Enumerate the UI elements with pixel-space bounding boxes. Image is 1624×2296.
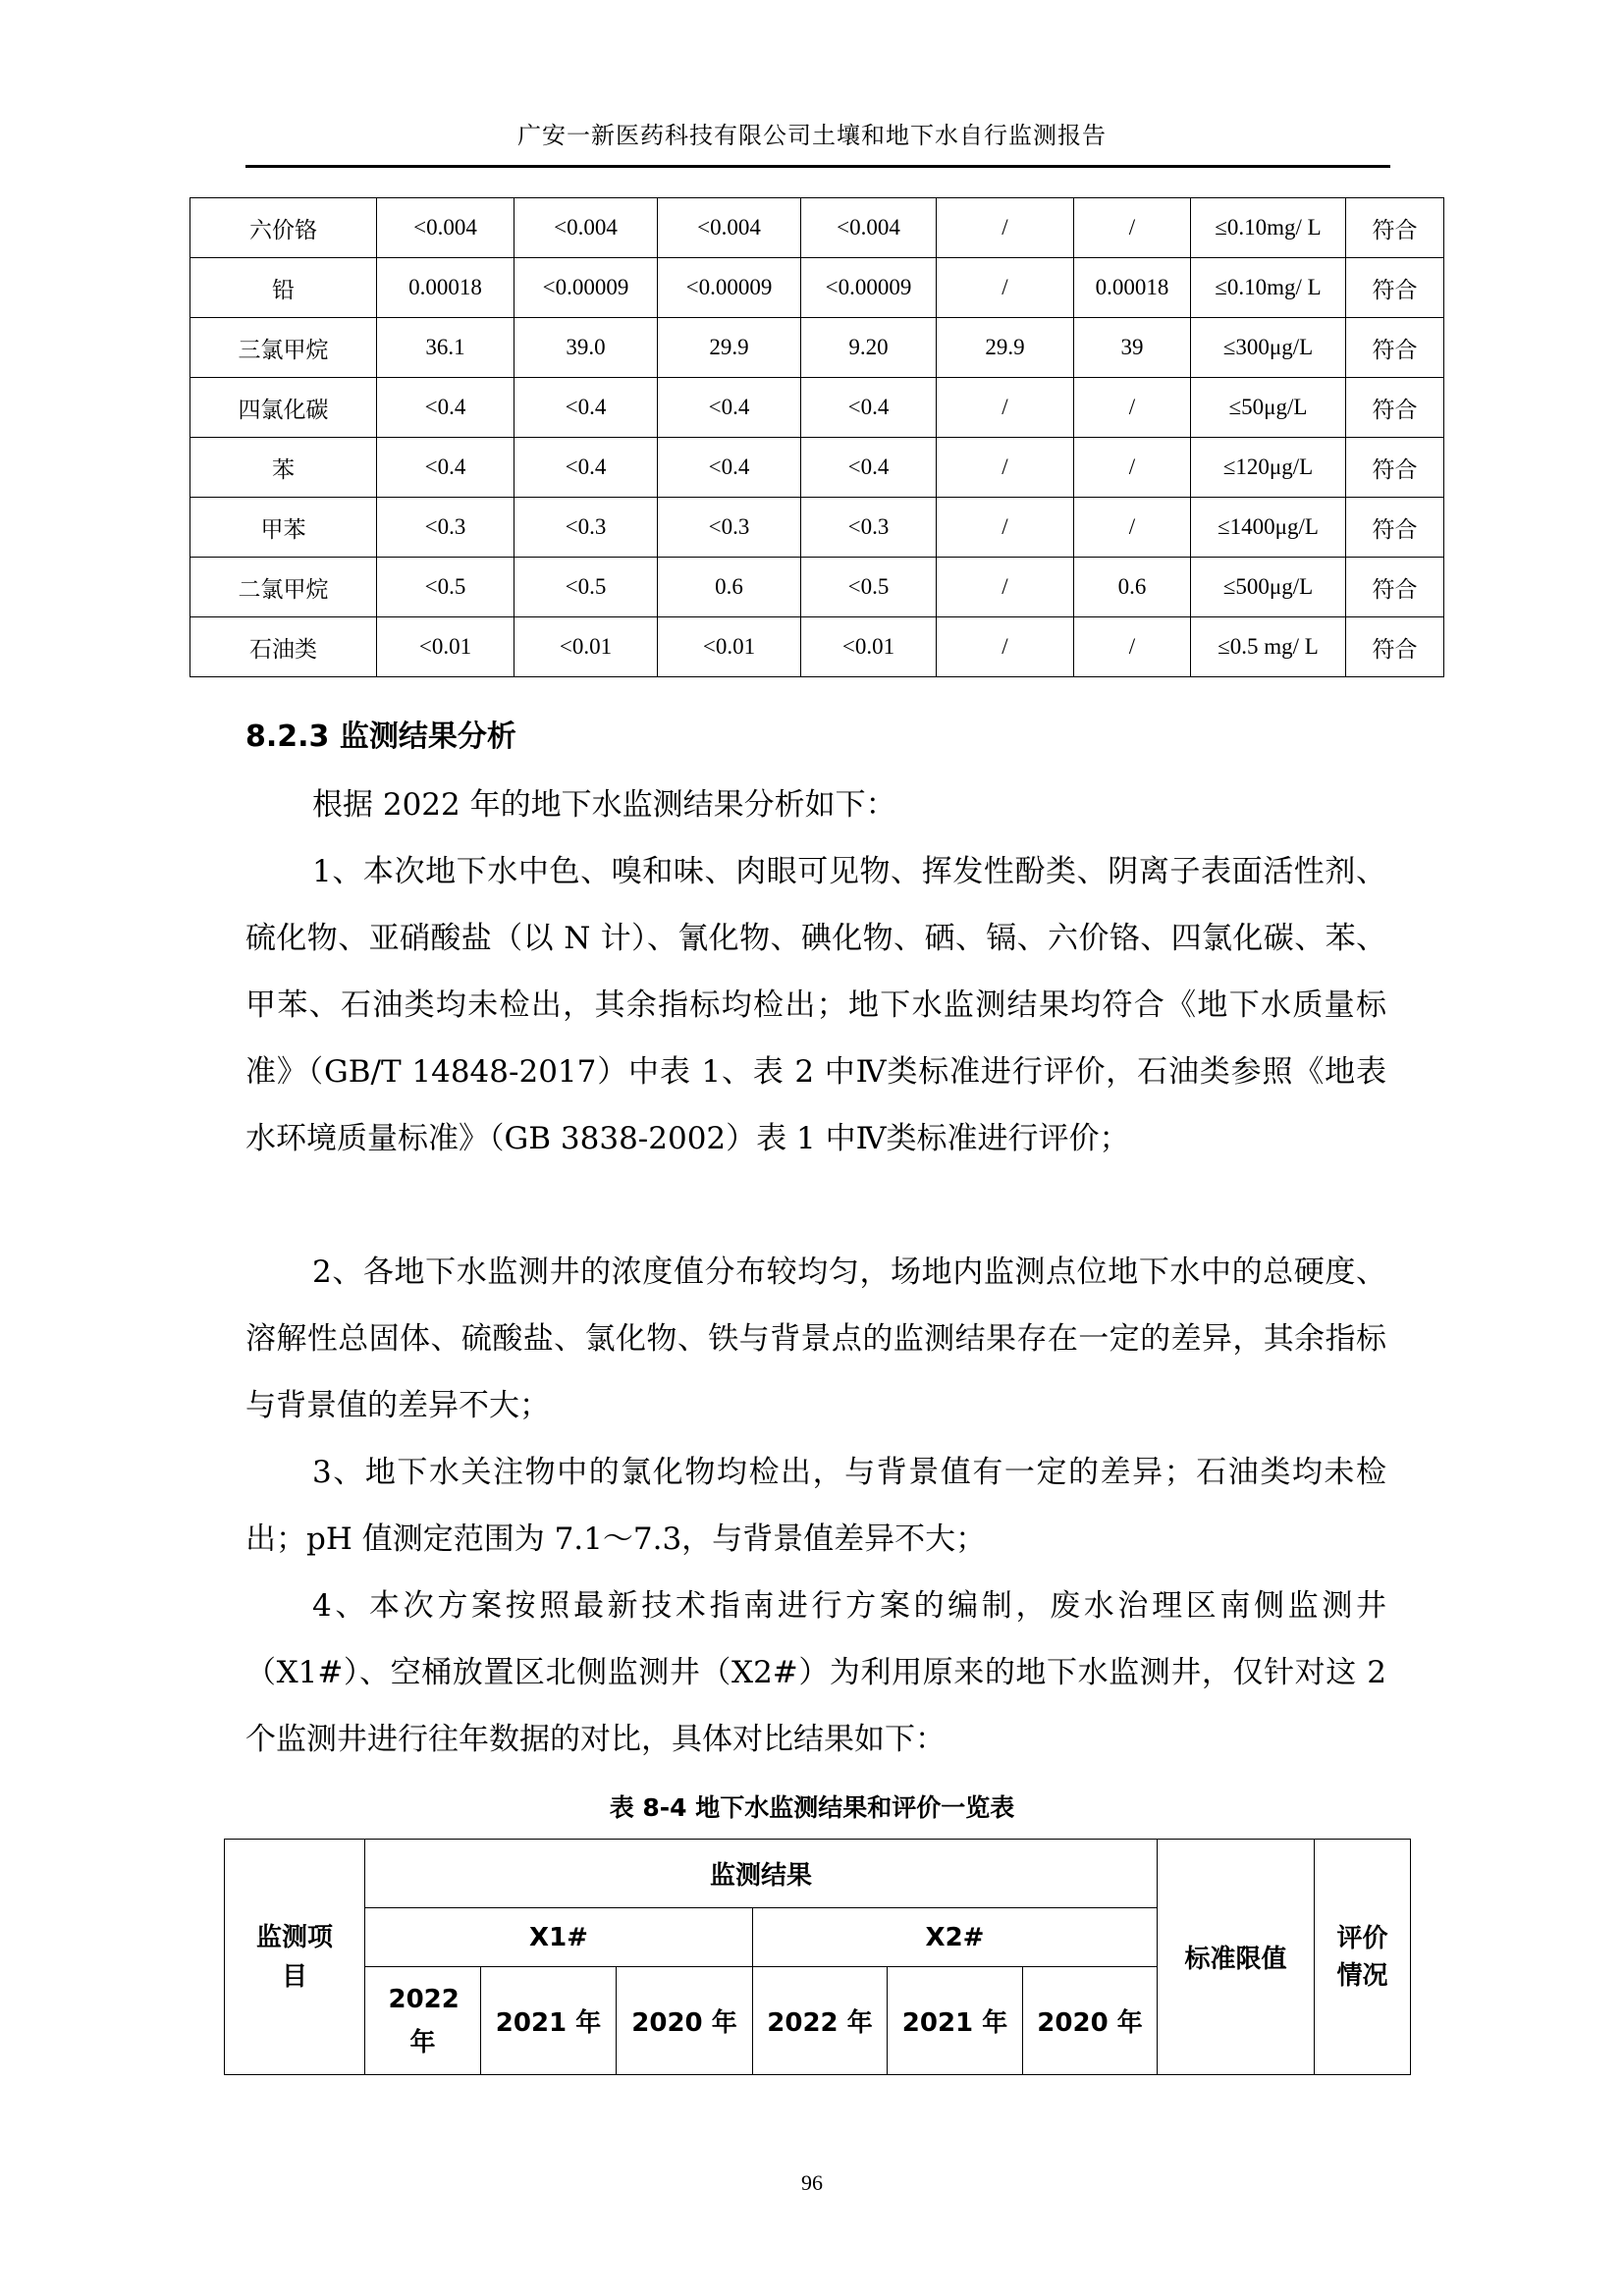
- cell-result-2: <0.5: [514, 558, 658, 617]
- cell-result-6: /: [1074, 378, 1191, 438]
- cell-result-3: 29.9: [658, 318, 801, 378]
- cell-standard-limit: ≤50μg/L: [1191, 378, 1346, 438]
- cell-evaluation: 符合: [1346, 198, 1444, 258]
- cell-item-name: 石油类: [190, 617, 377, 677]
- cell-result-4: <0.4: [801, 438, 937, 498]
- table-caption: 表 8-4 地下水监测结果和评价一览表: [609, 1793, 1015, 1822]
- header-year-x2-2021: 2021 年: [888, 1967, 1023, 2075]
- cell-result-1: 36.1: [377, 318, 514, 378]
- page-header-title: 广安一新医药科技有限公司土壤和地下水自行监测报告: [517, 122, 1107, 149]
- cell-result-4: <0.4: [801, 378, 937, 438]
- cell-result-6: /: [1074, 617, 1191, 677]
- groundwater-results-table-continued: [189, 197, 1444, 677]
- cell-result-3: <0.01: [658, 617, 801, 677]
- cell-standard-limit: ≤1400μg/L: [1191, 498, 1346, 558]
- header-evaluation: 评价情况: [1315, 1840, 1411, 2075]
- analysis-intro-paragraph: 根据 2022 年的地下水监测结果分析如下：: [312, 787, 896, 823]
- cell-evaluation: 符合: [1346, 498, 1444, 558]
- cell-result-3: <0.00009: [658, 258, 801, 318]
- table-row: [190, 198, 1444, 258]
- cell-result-2: <0.4: [514, 438, 658, 498]
- header-year-x2-2022: 2022 年: [753, 1967, 888, 2075]
- cell-evaluation: 符合: [1346, 438, 1444, 498]
- cell-result-1: <0.4: [377, 378, 514, 438]
- cell-result-3: <0.004: [658, 198, 801, 258]
- cell-result-2: <0.4: [514, 378, 658, 438]
- cell-result-2: <0.004: [514, 198, 658, 258]
- cell-result-6: 0.6: [1074, 558, 1191, 617]
- analysis-point-3: 3、地下水关注物中的氯化物均检出，与背景值有一定的差异；石油类均未检出；pH 值测定范围为 7.1～7.3，与背景值差异不大；: [245, 1455, 1386, 1557]
- cell-result-6: 0.00018: [1074, 258, 1191, 318]
- cell-result-6: /: [1074, 198, 1191, 258]
- cell-result-4: <0.5: [801, 558, 937, 617]
- header-well-x1: X1#: [365, 1908, 753, 1967]
- cell-result-5: 29.9: [937, 318, 1074, 378]
- header-divider: [245, 165, 1390, 168]
- cell-result-6: /: [1074, 498, 1191, 558]
- table-row: [190, 318, 1444, 378]
- header-monitoring-item: 监测项目: [225, 1840, 365, 2075]
- cell-evaluation: 符合: [1346, 318, 1444, 378]
- cell-item-name: 苯: [190, 438, 377, 498]
- cell-standard-limit: ≤0.10mg/ L: [1191, 198, 1346, 258]
- analysis-point-1: 1、本次地下水中色、嗅和味、肉眼可见物、挥发性酚类、阴离子表面活性剂、硫化物、亚硝酸盐（以 N 计）、氰化物、碘化物、硒、镉、六价铬、四氯化碳、苯、甲苯、石油类均未检出，其余指标均检出；地下水监测结果均符合《地下水质量标准》（GB/T 14848-2017）中表 1、表 2 中Ⅳ类标准进行评价，石油类参照《地表水环境质量标准》（GB 3838-2002）表 1 中Ⅳ类标准进行评价；: [245, 854, 1386, 1156]
- cell-item-name: 二氯甲烷: [190, 558, 377, 617]
- groundwater-comparison-table: [224, 1839, 1411, 2075]
- header-year-x2-2020: 2020 年: [1023, 1967, 1158, 2075]
- cell-result-3: <0.3: [658, 498, 801, 558]
- cell-result-1: <0.004: [377, 198, 514, 258]
- header-year-x1-2021: 2021 年: [481, 1967, 617, 2075]
- cell-result-1: <0.5: [377, 558, 514, 617]
- cell-standard-limit: ≤500μg/L: [1191, 558, 1346, 617]
- header-monitoring-results: 监测结果: [365, 1840, 1158, 1908]
- cell-result-1: <0.3: [377, 498, 514, 558]
- cell-standard-limit: ≤0.5 mg/ L: [1191, 617, 1346, 677]
- cell-result-4: 9.20: [801, 318, 937, 378]
- cell-result-4: <0.004: [801, 198, 937, 258]
- cell-result-5: /: [937, 258, 1074, 318]
- cell-evaluation: 符合: [1346, 258, 1444, 318]
- header-year-x1-2020: 2020 年: [617, 1967, 753, 2075]
- cell-result-5: /: [937, 617, 1074, 677]
- cell-result-1: <0.4: [377, 438, 514, 498]
- cell-result-2: <0.3: [514, 498, 658, 558]
- cell-result-5: /: [937, 498, 1074, 558]
- header-well-x2: X2#: [753, 1908, 1158, 1967]
- table-row: [190, 498, 1444, 558]
- cell-result-3: <0.4: [658, 438, 801, 498]
- header-standard-limit: 标准限值: [1158, 1840, 1315, 2075]
- cell-item-name: 三氯甲烷: [190, 318, 377, 378]
- cell-result-3: 0.6: [658, 558, 801, 617]
- cell-result-6: 39: [1074, 318, 1191, 378]
- cell-evaluation: 符合: [1346, 617, 1444, 677]
- cell-result-5: /: [937, 558, 1074, 617]
- page-number: 96: [801, 2170, 823, 2195]
- cell-result-5: /: [937, 438, 1074, 498]
- cell-standard-limit: ≤300μg/L: [1191, 318, 1346, 378]
- cell-result-3: <0.4: [658, 378, 801, 438]
- cell-result-6: /: [1074, 438, 1191, 498]
- table-row: [190, 258, 1444, 318]
- cell-result-4: <0.3: [801, 498, 937, 558]
- header-year-x1-2022: 2022年: [365, 1967, 481, 2075]
- table-row: [190, 617, 1444, 677]
- cell-item-name: 甲苯: [190, 498, 377, 558]
- cell-result-4: <0.00009: [801, 258, 937, 318]
- cell-result-2: 39.0: [514, 318, 658, 378]
- cell-result-5: /: [937, 198, 1074, 258]
- table-row: [190, 438, 1444, 498]
- cell-result-5: /: [937, 378, 1074, 438]
- table-row: [190, 558, 1444, 617]
- analysis-point-2: 2、各地下水监测井的浓度值分布较均匀，场地内监测点位地下水中的总硬度、溶解性总固体、硫酸盐、氯化物、铁与背景点的监测结果存在一定的差异，其余指标与背景值的差异不大；: [245, 1255, 1386, 1423]
- cell-result-2: <0.00009: [514, 258, 658, 318]
- table-row: [190, 378, 1444, 438]
- cell-item-name: 铅: [190, 258, 377, 318]
- cell-item-name: 六价铬: [190, 198, 377, 258]
- cell-result-1: <0.01: [377, 617, 514, 677]
- cell-standard-limit: ≤120μg/L: [1191, 438, 1346, 498]
- analysis-point-4: 4、本次方案按照最新技术指南进行方案的编制，废水治理区南侧监测井（X1#）、空桶放置区北侧监测井（X2#）为利用原来的地下水监测井，仅针对这 2 个监测井进行往年数据的对比，具体对比结果如下：: [245, 1588, 1386, 1757]
- cell-standard-limit: ≤0.10mg/ L: [1191, 258, 1346, 318]
- cell-result-4: <0.01: [801, 617, 937, 677]
- section-heading: 8.2.3 监测结果分析: [245, 720, 516, 754]
- cell-evaluation: 符合: [1346, 378, 1444, 438]
- cell-result-2: <0.01: [514, 617, 658, 677]
- cell-evaluation: 符合: [1346, 558, 1444, 617]
- cell-result-1: 0.00018: [377, 258, 514, 318]
- cell-item-name: 四氯化碳: [190, 378, 377, 438]
